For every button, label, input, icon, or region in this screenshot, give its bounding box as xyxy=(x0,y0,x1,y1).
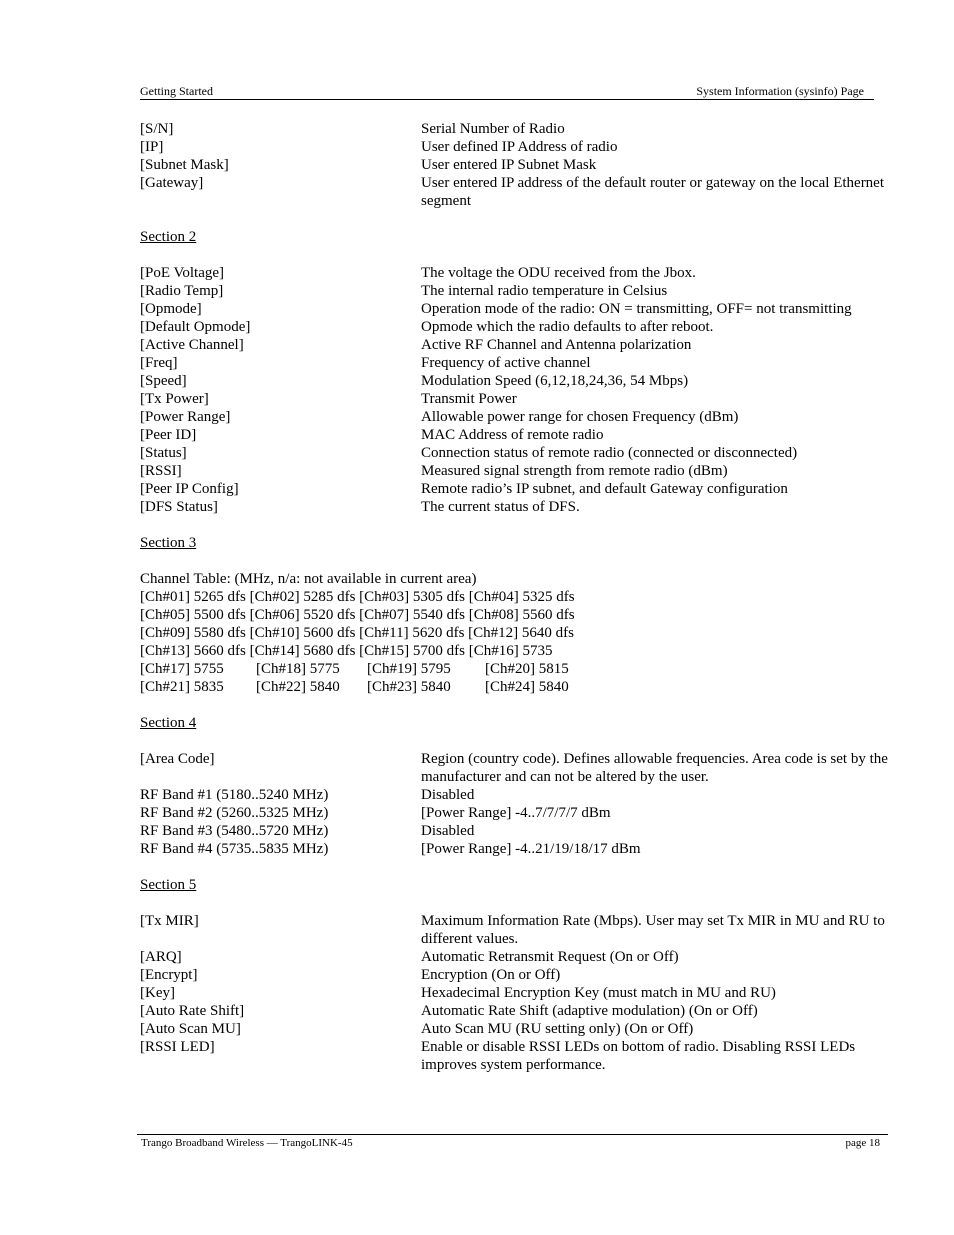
term: [Auto Scan MU] xyxy=(140,1021,241,1037)
section-4-list xyxy=(140,750,900,858)
definition-row xyxy=(140,1002,900,1020)
definition-row xyxy=(140,1020,900,1038)
page-footer xyxy=(137,1134,888,1149)
description: The voltage the ODU received from the Jbox. xyxy=(421,265,696,281)
description: User defined IP Address of radio xyxy=(421,139,618,155)
channel-table xyxy=(140,570,900,696)
description: Connection status of remote radio (connected or disconnected) xyxy=(421,445,798,461)
description: Automatic Rate Shift (adaptive modulation) (On or Off) xyxy=(421,1003,758,1019)
definition-row xyxy=(140,462,900,480)
term: [Area Code] xyxy=(140,751,215,767)
term: [Subnet Mask] xyxy=(140,157,229,173)
description: Operation mode of the radio: ON = transmitting, OFF= not transmitting xyxy=(421,301,852,317)
description: Automatic Retransmit Request (On or Off) xyxy=(421,949,679,965)
channel-entry: [Ch#20] 5815 xyxy=(485,661,569,677)
definition-row xyxy=(140,354,900,372)
definition-row xyxy=(140,444,900,462)
channel-line: [Ch#05] 5500 dfs [Ch#06] 5520 dfs [Ch#07] 5540 dfs [Ch#08] 5560 dfs xyxy=(140,607,575,623)
header-page-title: System Information (sysinfo) Page xyxy=(696,84,864,98)
term: [ARQ] xyxy=(140,949,182,965)
definition-row xyxy=(140,336,900,354)
description: Modulation Speed (6,12,18,24,36, 54 Mbps) xyxy=(421,373,689,389)
term: [Key] xyxy=(140,985,175,1001)
term: [Tx Power] xyxy=(140,391,209,407)
description: MAC Address of remote radio xyxy=(421,427,604,443)
definition-row xyxy=(140,174,900,210)
definition-row xyxy=(140,1038,900,1074)
description: The current status of DFS. xyxy=(421,499,580,515)
page-header xyxy=(140,84,874,100)
channel-line xyxy=(140,678,900,696)
description: User entered IP address of the default router or gateway on the local Ethernet segment xyxy=(421,175,885,209)
definition-row xyxy=(140,480,900,498)
definition-row xyxy=(140,750,900,786)
definition-row xyxy=(140,372,900,390)
term: [Power Range] xyxy=(140,409,231,425)
channel-entry: [Ch#23] 5840 xyxy=(367,679,451,695)
definition-row xyxy=(140,840,900,858)
definition-row xyxy=(140,156,900,174)
footer-product: Trango Broadband Wireless — TrangoLINK-45 xyxy=(141,1137,353,1149)
description: Active RF Channel and Antenna polarization xyxy=(421,337,692,353)
description: User entered IP Subnet Mask xyxy=(421,157,597,173)
term: [Peer ID] xyxy=(140,427,197,443)
channel-line: [Ch#01] 5265 dfs [Ch#02] 5285 dfs [Ch#03] 5305 dfs [Ch#04] 5325 dfs xyxy=(140,589,575,605)
definition-row xyxy=(140,948,900,966)
definition-row xyxy=(140,282,900,300)
description: Disabled xyxy=(421,823,475,839)
term: [Auto Rate Shift] xyxy=(140,1003,245,1019)
term: RF Band #2 (5260..5325 MHz) xyxy=(140,805,329,821)
description: Measured signal strength from remote radio (dBm) xyxy=(421,463,728,479)
definition-row xyxy=(140,318,900,336)
term: RF Band #4 (5735..5835 MHz) xyxy=(140,841,329,857)
term: [Gateway] xyxy=(140,175,204,191)
term: [PoE Voltage] xyxy=(140,265,225,281)
channel-entry: [Ch#17] 5755 xyxy=(140,661,224,677)
term: [Active Channel] xyxy=(140,337,244,353)
channel-line xyxy=(140,660,900,678)
description: Region (country code). Defines allowable frequencies. Area code is set by the manufacturer and can not be altered by the user. xyxy=(421,751,888,785)
definition-row xyxy=(140,786,900,804)
channel-entry: [Ch#24] 5840 xyxy=(485,679,569,695)
definition-row xyxy=(140,138,900,156)
channel-line: [Ch#09] 5580 dfs [Ch#10] 5600 dfs [Ch#11] 5620 dfs [Ch#12] 5640 dfs xyxy=(140,625,575,641)
section-2-list xyxy=(140,264,900,516)
channel-entry: [Ch#19] 5795 xyxy=(367,661,451,677)
term: [RSSI LED] xyxy=(140,1039,215,1055)
description: The internal radio temperature in Celsius xyxy=(421,283,668,299)
description: Serial Number of Radio xyxy=(421,121,565,137)
definition-row xyxy=(140,120,900,138)
definition-row xyxy=(140,300,900,318)
term: [IP] xyxy=(140,139,164,155)
section-2-heading: Section 2 xyxy=(140,229,197,245)
description: Opmode which the radio defaults to after reboot. xyxy=(421,319,714,335)
description: Maximum Information Rate (Mbps). User may set Tx MIR in MU and RU to different values. xyxy=(421,913,885,947)
term: [S/N] xyxy=(140,121,174,137)
description: Remote radio’s IP subnet, and default Gateway configuration xyxy=(421,481,788,497)
footer-page-number: page 18 xyxy=(845,1137,880,1149)
definition-row xyxy=(140,912,900,948)
description: Enable or disable RSSI LEDs on bottom of radio. Disabling RSSI LEDs improves system performance. xyxy=(421,1039,856,1073)
definition-row xyxy=(140,390,900,408)
term: [DFS Status] xyxy=(140,499,218,515)
description: Auto Scan MU (RU setting only) (On or Off) xyxy=(421,1021,694,1037)
channel-table-title: Channel Table: (MHz, n/a: not available in current area) xyxy=(140,571,477,587)
term: RF Band #1 (5180..5240 MHz) xyxy=(140,787,329,803)
definition-row xyxy=(140,426,900,444)
description: [Power Range] -4..7/7/7/7 dBm xyxy=(421,805,611,821)
description: Disabled xyxy=(421,787,475,803)
term: [Peer IP Config] xyxy=(140,481,239,497)
term: [Freq] xyxy=(140,355,178,371)
term: [Encrypt] xyxy=(140,967,198,983)
section-5-list xyxy=(140,912,900,1074)
channel-entry: [Ch#21] 5835 xyxy=(140,679,224,695)
definition-row xyxy=(140,408,900,426)
channel-entry: [Ch#18] 5775 xyxy=(256,661,340,677)
term: [Speed] xyxy=(140,373,187,389)
section-5-heading: Section 5 xyxy=(140,877,197,893)
definition-row xyxy=(140,804,900,822)
term: [Opmode] xyxy=(140,301,202,317)
term: [Tx MIR] xyxy=(140,913,199,929)
definition-row xyxy=(140,966,900,984)
description: Allowable power range for chosen Frequency (dBm) xyxy=(421,409,739,425)
channel-entry: [Ch#22] 5840 xyxy=(256,679,340,695)
document-body xyxy=(140,120,900,1074)
section-1-list xyxy=(140,120,900,210)
term: [RSSI] xyxy=(140,463,182,479)
description: Frequency of active channel xyxy=(421,355,591,371)
section-3-heading: Section 3 xyxy=(140,535,197,551)
description: Hexadecimal Encryption Key (must match in MU and RU) xyxy=(421,985,776,1001)
definition-row xyxy=(140,822,900,840)
definition-row xyxy=(140,498,900,516)
section-4-heading: Section 4 xyxy=(140,715,197,731)
definition-row xyxy=(140,984,900,1002)
header-chapter: Getting Started xyxy=(140,84,213,98)
channel-line: [Ch#13] 5660 dfs [Ch#14] 5680 dfs [Ch#15] 5700 dfs [Ch#16] 5735 xyxy=(140,643,553,659)
description: Transmit Power xyxy=(421,391,517,407)
definition-row xyxy=(140,264,900,282)
term: RF Band #3 (5480..5720 MHz) xyxy=(140,823,329,839)
term: [Radio Temp] xyxy=(140,283,224,299)
term: [Default Opmode] xyxy=(140,319,251,335)
term: [Status] xyxy=(140,445,187,461)
description: [Power Range] -4..21/19/18/17 dBm xyxy=(421,841,641,857)
description: Encryption (On or Off) xyxy=(421,967,561,983)
